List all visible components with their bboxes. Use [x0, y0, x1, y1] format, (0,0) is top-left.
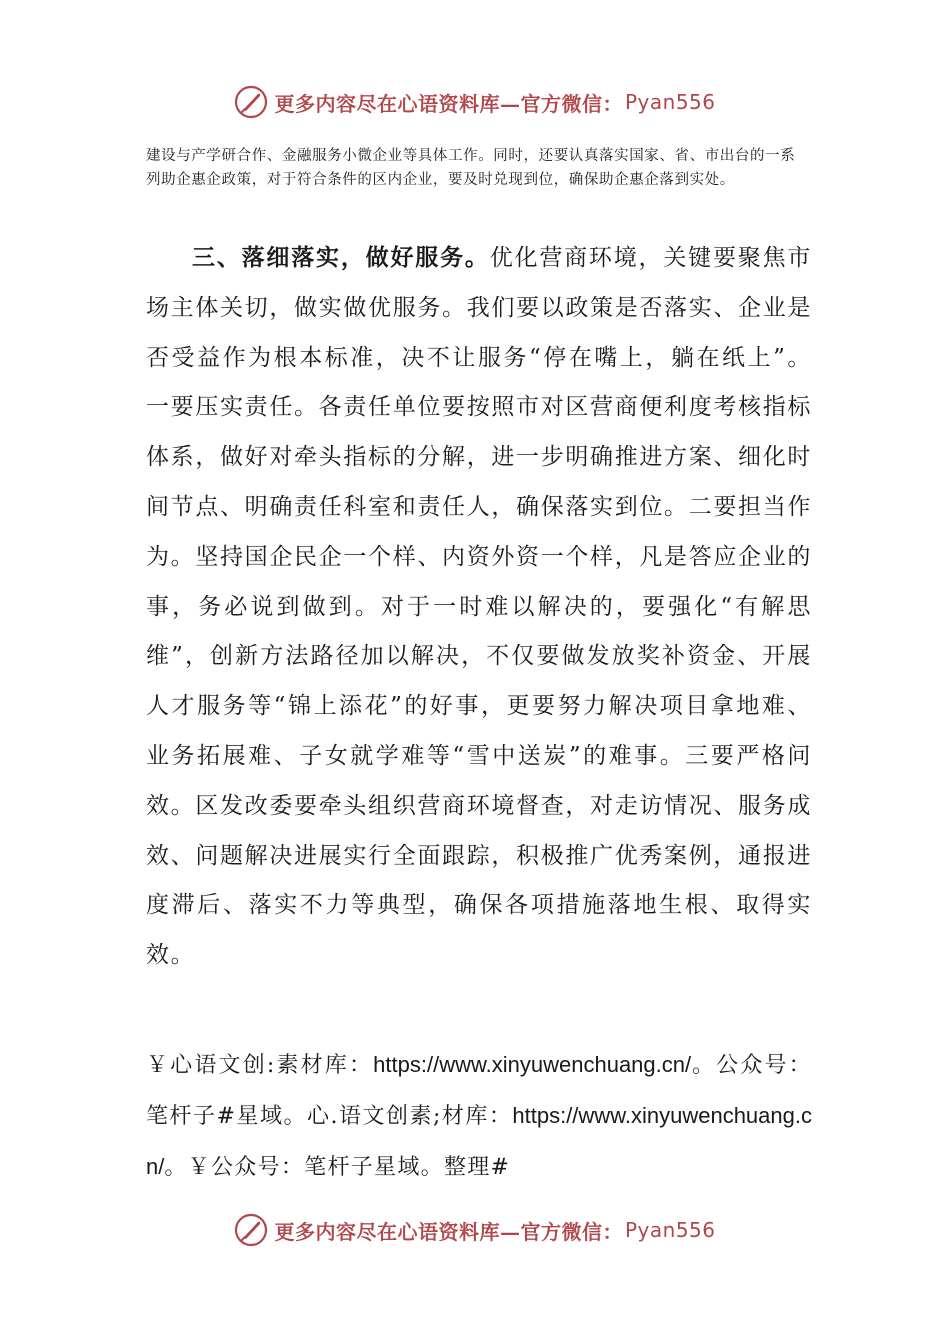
section-three-heading: 三、落细落实，做好服务。	[192, 244, 490, 271]
footer-watermark-banner	[0, 1208, 950, 1252]
intro-paragraph: 建设与产学研合作、金融服务小微企业等具体工作。同时，还要认真落实国家、省、市出台的一系列助企惠企政策，对于符合条件的区内企业，要及时兑现到位，确保助企惠企落到实处。	[146, 148, 796, 188]
promo-link-1[interactable]: https://www.xinyuwenchuang.cn/	[373, 1052, 692, 1077]
promo-text-3: 。￥公众号：笔杆子星域。整理#	[164, 1155, 511, 1180]
promo-text-1: ￥心语文创:素材库：	[146, 1053, 374, 1078]
promo-link-2[interactable]: https://www.xinyuwenchuang.cn/	[146, 1103, 812, 1179]
banner-text: 更多内容尽在心语资料库—官方微信：	[274, 91, 623, 116]
header-watermark-banner	[0, 80, 950, 124]
promo-footer-paragraph	[146, 1040, 812, 1193]
feather-pen-icon	[234, 1213, 268, 1247]
banner-wechat-handle: Pyan556	[624, 90, 716, 114]
section-three-paragraph	[146, 233, 812, 981]
feather-pen-icon	[234, 85, 268, 119]
banner-wechat-handle: Pyan556	[624, 1218, 716, 1242]
promo-text-2: 。公众号：笔杆子#星域。心.语文创素;材库：	[146, 1053, 812, 1129]
banner-text: 更多内容尽在心语资料库—官方微信：	[274, 1219, 623, 1244]
section-three-body: 优化营商环境，关键要聚焦市场主体关切，做实做优服务。我们要以政策是否落实、企业是否受益作为根本标准，决不让服务“停在嘴上，躺在纸上”。一要压实责任。各责任单位要按照市对区营商便利度考核指标体系，做好对牵头指标的分解，进一步明确推进方案、细化时间节点、明确责任科室和责任人，确保落实到位。二要担当作为。坚持国企民企一个样、内资外资一个样，凡是答应企业的事，务必说到做到。对于一时难以解决的，要强化“有解思维”，创新方法路径加以解决，不仅要做发放奖补资金、开展人才服务等“锦上添花”的好事，更要努力解决项目拿地难、业务拓展难、子女就学难等“雪中送炭”的难事。三要严格问效。区发改委要牵头组织营商环境督查，对走访情况、服务成效、问题解决进展实行全面跟踪，积极推广优秀案例，通报进度滞后、落实不力等典型，确保各项措施落地生根、取得实效。	[146, 245, 812, 969]
